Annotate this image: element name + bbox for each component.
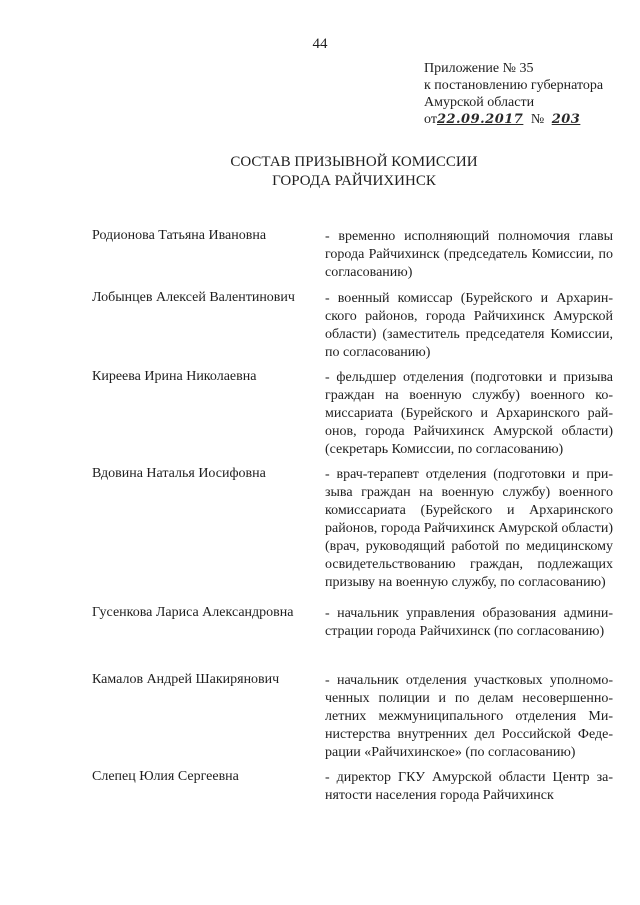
member-name: Камалов Андрей Шакирянович — [92, 672, 280, 687]
member-name: Родионова Татьяна Ивановна — [92, 228, 267, 243]
handwritten-number: 203 — [551, 112, 581, 127]
member-name: Гусенкова Лариса Александровна — [92, 605, 294, 620]
appendix-date-line — [424, 111, 603, 128]
member-role: - военный комиссар (Бурейского и Архаринского районов, города Райчихинск Амурской области) (заместитель председателя Комиссии, по согласованию) — [325, 291, 613, 360]
title-line-2: ГОРОДА РАЙЧИХИНСК — [272, 173, 436, 189]
appendix-line-2: к постановлению губернатора — [424, 78, 604, 93]
appendix-line-3: Амурской области — [424, 95, 535, 110]
handwritten-date: 22.09.2017 — [436, 112, 524, 127]
member-role: - начальник управления образования администрации города Райчихинск (по согласованию) — [325, 606, 613, 639]
date-prefix: от — [424, 112, 437, 127]
appendix-line-1: Приложение № 35 — [424, 61, 534, 76]
member-name: Вдовина Наталья Иосифовна — [92, 466, 266, 481]
document-title — [0, 153, 640, 191]
member-role: - временно исполняющий полномочия главы города Райчихинск (председатель Комиссии, по согласованию) — [325, 229, 613, 280]
member-role: - директор ГКУ Амурской области Центр занятости населения города Райчихинск — [325, 770, 613, 803]
page-number: 44 — [312, 36, 328, 52]
member-name: Лобынцев Алексей Валентинович — [92, 290, 295, 305]
appendix-header — [424, 60, 603, 128]
member-role: - фельдшер отделения (подготовки и призыва граждан на военную службу) военного комиссариата (Бурейского и Архаринского районов, города Райчихинск Амурской области) (секретарь Комиссии, по согласованию) — [325, 370, 613, 457]
member-name: Киреева Ирина Николаевна — [92, 369, 257, 384]
member-name: Слепец Юлия Сергеевна — [92, 769, 239, 784]
title-line-1: СОСТАВ ПРИЗЫВНОЙ КОМИССИИ — [230, 154, 478, 170]
number-prefix: № — [530, 112, 545, 127]
member-role: - начальник отделения участковых уполномоченных полиции и по делам несовершеннолетних межмуниципального отделения Министерства внутренних дел Российской Федерации «Райчихинское» (по согласованию) — [325, 673, 613, 760]
member-role: - врач-терапевт отделения (подготовки и призыва граждан на военную службу) военного комиссариата (Бурейского и Архаринского районов, города Райчихинск Амурской области) (врач, руководящий работой по медицинскому освидетельствованию граждан, подлежащих призыву на военную службу, по согласованию) — [325, 467, 613, 590]
